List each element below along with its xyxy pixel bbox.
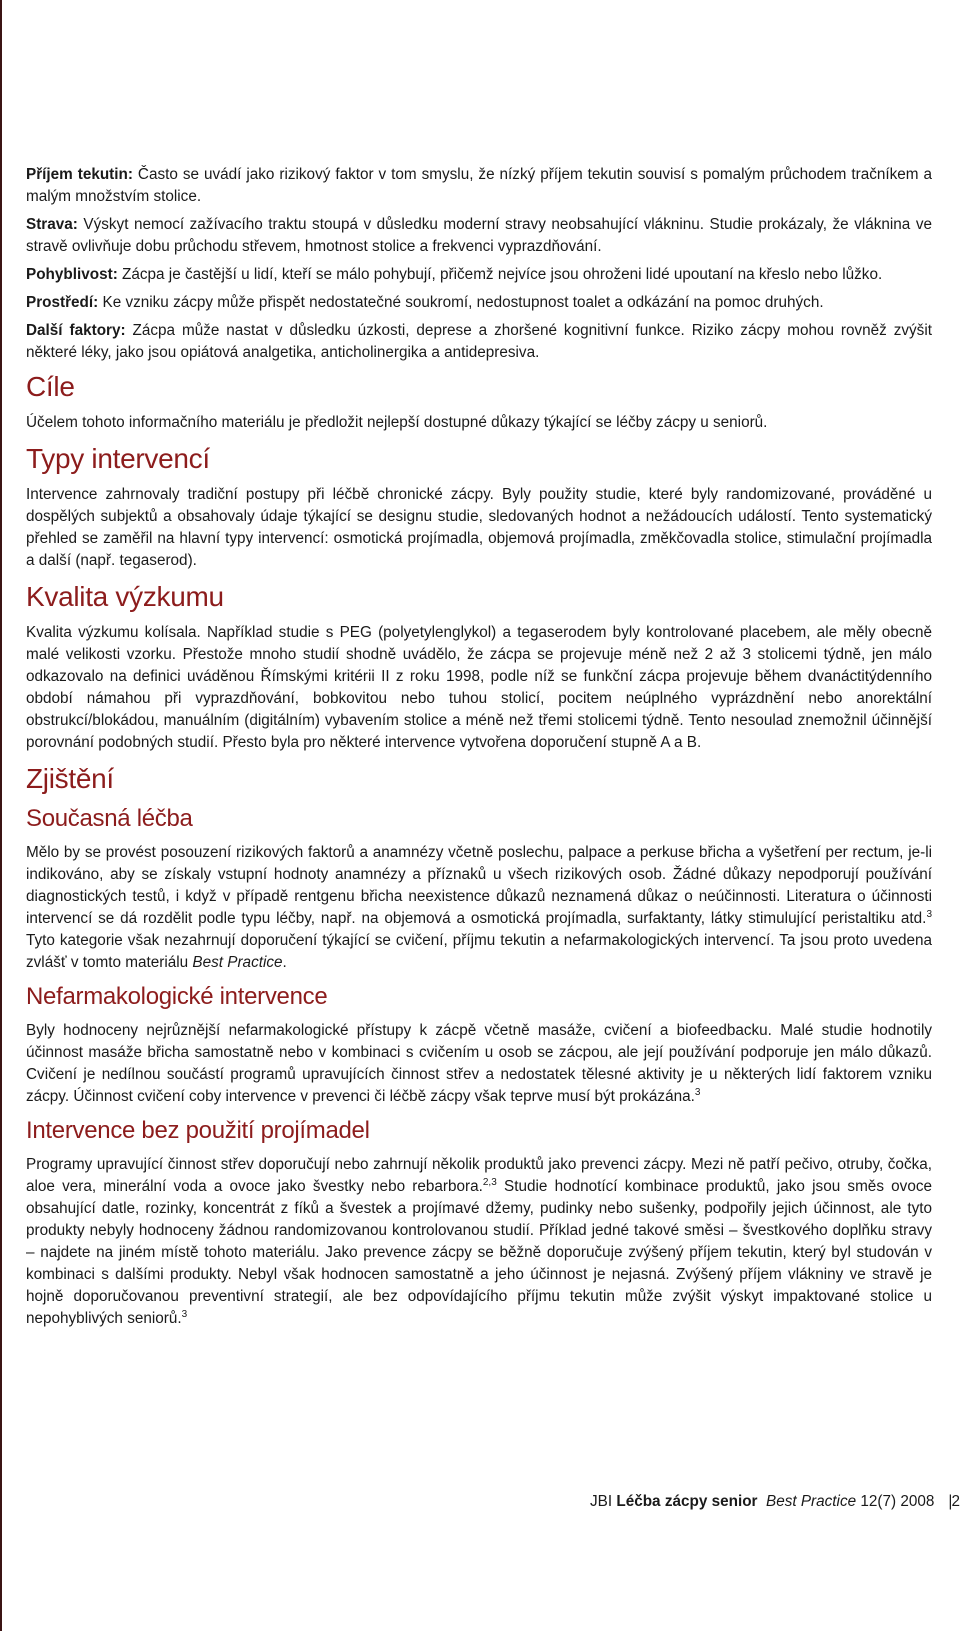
heading-kvalita-vyzkumu: Kvalita výzkumu — [26, 581, 224, 612]
risk-text: Často se uvádí jako rizikový faktor v tom smyslu, že nízký příjem tekutin souvisí s pomalým průchodem tračníkem a malým množstvím stolice. — [26, 166, 932, 205]
heading-typy-intervenci: Typy intervencí — [26, 443, 210, 474]
citation-ref: 3 — [926, 908, 932, 920]
risk-factor-diet — [26, 214, 932, 258]
page-content — [26, 164, 932, 1338]
subheading-bez-projimadel: Intervence bez použití projímadel — [26, 1117, 370, 1144]
risk-text: Zácpa může nastat v důsledku úzkosti, deprese a zhoršené kognitivní funkce. Riziko zácpy mohou rovněž zvýšit některé léky, jako jsou opiátová analgetika, anticholinergika a antidepresiva. — [26, 322, 932, 361]
heading-zjisteni: Zjištění — [26, 763, 114, 794]
risk-factor-other — [26, 320, 932, 364]
risk-text: Výskyt nemocí zažívacího traktu stoupá v důsledku moderní stravy neobsahující vlákninu. Studie prokázaly, že vláknina ve stravě ovlivňuje dobu průchodu střevem, hmotnost stolice a frekvenci vyprazdňování. — [26, 216, 932, 255]
text-run: Studie hodnotící kombinace produktů, jako jsou směs ovoce obsahující datle, rozinky, koncentrát z fíků a švestek a projímavé džemy, pudinky nebo sušenky, podpořily jejich účinnost, ale tyto produkty nebyly hodnoceny žádnou randomizovanou kontrolovanou studií. Příklad jedné takové směsi – švestkového doplňku stravy – najdete na jiném místě tohoto materiálu. Jako prevence zácpy se běžně doporučuje zvýšený příjem tekutin, který byl studován v kombinaci s dalšími produkty. Nebyl však hodnocen samostatně a jeho účinnost je nejasná. Zvýšený příjem vlákniny ve stravě je hojně doporučovanou preventivní strategií, ale bez odpovídajícího příjmu tekutin může zvýšit výskyt impaktované stolice u nepohyblivých seniorů. — [26, 1178, 932, 1327]
footer-separator: | — [948, 1493, 953, 1510]
footer-journal: Best Practice — [766, 1493, 857, 1510]
footer-issue: 12(7) 2008 — [856, 1493, 935, 1510]
subheading-nefarmakologicke: Nefarmakologické intervence — [26, 983, 328, 1010]
paragraph-typy-intervenci: Intervence zahrnovaly tradiční postupy při léčbě chronické zácpy. Byly použity studie, které byly randomizované, prováděné u dospělých subjektů a obsahovaly údaje týkající se designu studie, sledovaných hodnot a nežádoucích událostí. Tento systematický přehled se zaměřil na hlavní typy intervencí: osmotická projímadla, objemová projímadla, změkčovadla stolice, stimulační projímadla a další (např. tegaserod). — [26, 486, 932, 569]
text-run: Byly hodnoceny nejrůznější nefarmakologické přístupy k zácpě včetně masáže, cvičení a biofeedbacku. Malé studie hodnotily účinnost masáže břicha samostatně nebo v kombinaci s cvičením u osob se zácpou, ale její používání podporuje jen málo důkazů. Cvičení je nedílnou součástí programů upravujících činnost střev a nedostatek tělesné aktivity je u některých lidí faktorem vzniku zácpy. Účinnost cvičení coby intervence v prevenci či léčbě zácpy však teprve musí být prokázána. — [26, 1022, 932, 1105]
footer-title: Léčba zácpy senior — [616, 1493, 758, 1510]
paragraph-cile: Účelem tohoto informačního materiálu je předložit nejlepší dostupné důkazy týkající se léčby zácpy u seniorů. — [26, 414, 768, 431]
text-run: . — [282, 954, 287, 971]
left-border-rule — [0, 0, 2, 1631]
risk-term: Další faktory: — [26, 322, 126, 339]
page-number: 2 — [951, 1493, 960, 1510]
page-footer — [590, 1491, 960, 1513]
paragraph-bez-projimadel — [26, 1154, 932, 1330]
italic-text: Best Practice — [192, 954, 283, 971]
footer-prefix: JBI — [590, 1493, 617, 1510]
risk-term: Prostředí: — [26, 294, 99, 311]
risk-term: Příjem tekutin: — [26, 166, 133, 183]
subheading-soucasna-lecba: Současná léčba — [26, 805, 193, 832]
citation-ref: 3 — [694, 1086, 701, 1098]
paragraph-soucasna-lecba — [26, 842, 932, 974]
heading-cile: Cíle — [26, 371, 75, 402]
text-run: Tyto kategorie však nezahrnují doporučení týkající se cvičení, příjmu tekutin a nefarmakologických intervencí. Ta jsou proto uvedena zvlášť v tomto materiálu — [26, 932, 932, 971]
citation-ref: 2,3 — [482, 1176, 497, 1188]
risk-factor-environment — [26, 292, 932, 314]
risk-term: Pohyblivost: — [26, 266, 118, 283]
text-run: Mělo by se provést posouzení rizikových faktorů a anamnézy včetně poslechu, palpace a perkuse břicha a vyšetření per rectum, je-li indikováno, aby se získaly vstupní hodnoty anamnézy a příznaků u všech rizikových osob. Žádné důkazy nepodporují používání diagnostických testů, i když v případě rentgenu břicha neexistence důkazů neznamená důkaz o neúčinnosti. Literatura o účinnosti intervencí se dá rozdělit podle typu léčby, např. na objemová a osmotická projímadla, surfaktanty, látky stimulující peristaltiku atd. — [26, 844, 932, 927]
risk-text: Zácpa je častější u lidí, kteří se málo pohybují, přičemž nejvíce jsou ohroženi lidé upoutaní na křeslo nebo lůžko. — [117, 266, 883, 283]
citation-ref: 3 — [181, 1308, 188, 1320]
paragraph-kvalita-vyzkumu: Kvalita výzkumu kolísala. Například studie s PEG (polyetylenglykol) a tegaserodem byly kontrolované placebem, ale měly obecně malé velikosti vzorku. Přestože mnoho studií shodně uvádělo, že zácpa se projevuje méně než 2 až 3 stolicemi týdně, jen málo odkazovalo na definici uváděnou Římskými kritérii II z roku 1998, podle níž se funkční zácpa projevuje během dvanáctitýdenního období námahou při vyprazdňování, bobkovitou nebo tuhou stolicí, pocitem neúplného vyprázdnění nebo anorektální obstrukcí/blokádou, manuálním (digitálním) vybavením stolice a méně než třemi stolicemi týdně. Tento nesoulad znemožnil účinnější porovnání podobných studií. Přesto byla pro některé intervence vytvořena doporučení stupně A a B. — [26, 624, 932, 751]
risk-factor-mobility — [26, 264, 932, 286]
paragraph-nefarmakologicke — [26, 1020, 932, 1108]
text-run: Programy upravující činnost střev doporučují nebo zahrnují několik produktů jako prevenci zácpy. Mezi ně patří pečivo, otruby, čočka, aloe vera, minerální voda a ovoce jako švestky nebo rebarbora. — [26, 1156, 932, 1195]
risk-term: Strava: — [26, 216, 78, 233]
risk-factor-fluids — [26, 164, 932, 208]
risk-text: Ke vzniku zácpy může přispět nedostatečné soukromí, nedostupnost toalet a odkázání na pomoc druhých. — [98, 294, 824, 311]
